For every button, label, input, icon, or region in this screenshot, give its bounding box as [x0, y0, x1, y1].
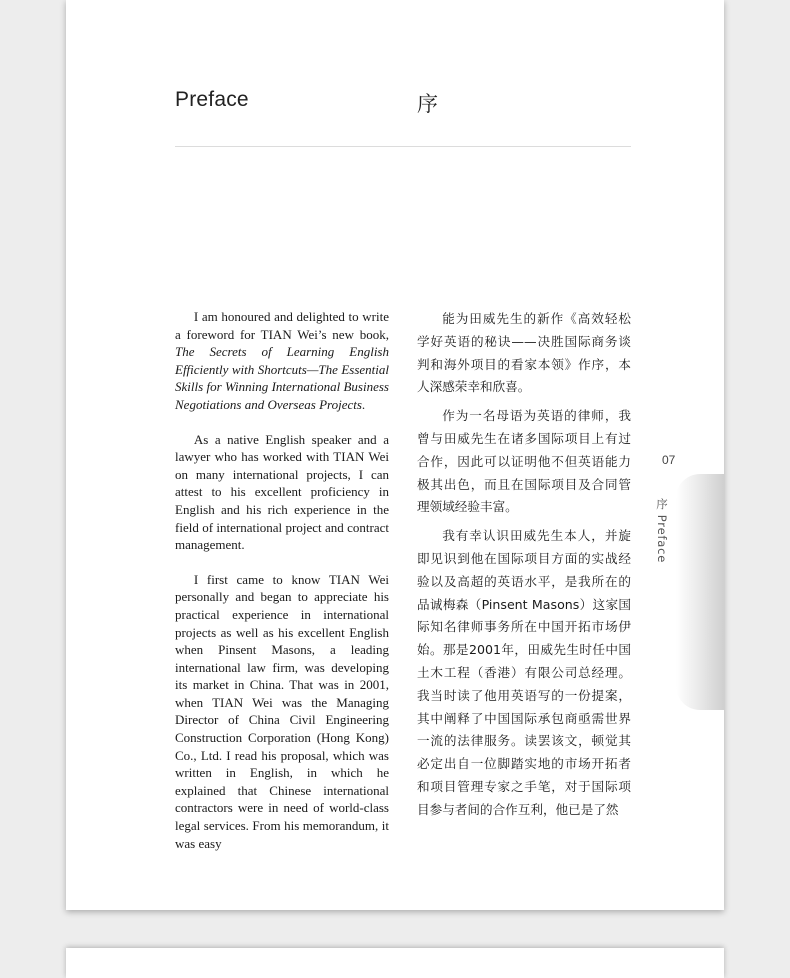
chinese-paragraph-1: 能为田威先生的新作《高效轻松学好英语的秘诀——决胜国际商务谈判和海外项目的看家本领》作序，本人深感荣幸和欣喜。 [417, 311, 631, 395]
header-divider [175, 146, 631, 147]
next-page-edge [66, 948, 724, 978]
chinese-paragraph-3: 我有幸认识田威先生本人，并旋即见识到他在国际项目方面的实战经验以及高超的英语水平，是我所在的品诚梅森（Pinsent Masons）这家国际知名律师事务所在中国开拓市场伊始。那是2001年，田威先生时任中国土木工程（香港）有限公司总经理。我当时读了他用英语写的一份提案，其中阐释了中国国际承包商亟需世界一流的法律服务。读罢该文，顿觉其必定出自一位脚踏实地的市场开拓者和项目管理专家之手笔，对于国际项目参与者间的合作互利，他已是了然 [417, 528, 631, 817]
english-text-column [175, 308, 389, 869]
section-side-tab [676, 474, 724, 710]
page-title-english: Preface [175, 88, 249, 111]
english-paragraph-3: I first came to know TIAN Wei personally and began to appreciate his practical experience in international projects as well as his excellent English when Pinsent Masons, a leading international law firm, was developing its market in China. That was in 2001, when TIAN Wei was the Managing Director of China Civil Engineering Construction Corporation (Hong Kong) Co., Ltd. I read his proposal, which was written in English, in which he explained that Chinese international contractors were in need of world-class legal services. From his memorandum, it was easy [175, 571, 389, 851]
book-page [66, 0, 724, 910]
chinese-paragraph-2: 作为一名母语为英语的律师，我曾与田威先生在诸多国际项目上有过合作，因此可以证明他不但英语能力极其出色，而且在国际项目及合同管理领域经验丰富。 [417, 408, 631, 515]
chinese-text-column [417, 308, 631, 828]
english-paragraph-1-text-b: . [361, 396, 366, 412]
page-title-chinese: 序 [417, 92, 438, 116]
page-number: 07 [662, 453, 676, 467]
side-tab-label: 序 Preface [655, 498, 669, 564]
english-paragraph-1-text-a: I am honoured and delighted to write a foreword for TIAN Wei’s new book, [175, 309, 389, 342]
english-paragraph-2: As a native English speaker and a lawyer who has worked with TIAN Wei on many international projects, I can attest to his excellent proficiency in English and his rich experience in the field of international project and contract management. [175, 431, 389, 553]
book-title: The Secrets of Learning English Efficiently with Shortcuts—The Essential Skills for Winning International Business Negotiations and Overseas Projects [175, 344, 389, 412]
english-paragraph-1 [175, 308, 389, 414]
